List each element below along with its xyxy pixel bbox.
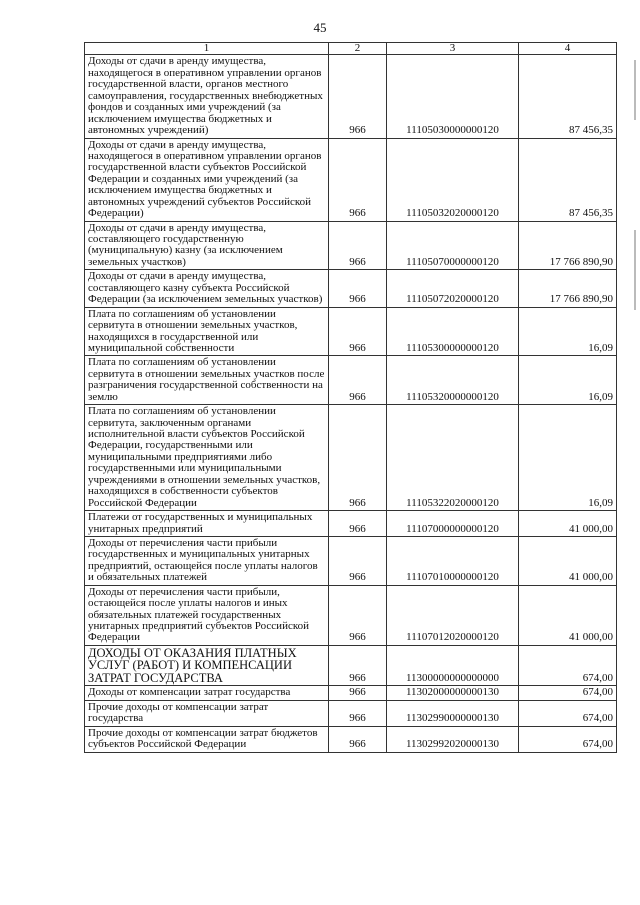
table-row — [85, 645, 617, 686]
cell-budget-code: 11105070000000120 — [387, 221, 519, 270]
table-row — [85, 511, 617, 537]
cell-amount: 17 766 890,90 — [519, 221, 617, 270]
cell-budget-code: 11107010000000120 — [387, 536, 519, 585]
cell-name: Прочие доходы от компенсации затрат государства — [85, 700, 329, 726]
cell-amount: 674,00 — [519, 700, 617, 726]
cell-amount: 41 000,00 — [519, 536, 617, 585]
page-number: 45 — [313, 20, 327, 35]
cell-admin-code: 966 — [329, 686, 387, 700]
cell-admin-code: 966 — [329, 645, 387, 686]
table-row — [85, 700, 617, 726]
cell-admin-code: 966 — [329, 55, 387, 138]
cell-budget-code: 11105030000000120 — [387, 55, 519, 138]
table-row — [85, 585, 617, 645]
column-number-row — [85, 43, 617, 55]
cell-amount: 87 456,35 — [519, 138, 617, 221]
cell-name: Плата по соглашениям об установлении сервитута в отношении земельных участков, находящихся в государственной или муниципальной собственности — [85, 307, 329, 356]
cell-name: Доходы от перечисления части прибыли государственных и муниципальных унитарных предприятий, остающейся после уплаты налогов и обязательных платежей — [85, 536, 329, 585]
cell-amount: 16,09 — [519, 307, 617, 356]
cell-budget-code: 11302990000000130 — [387, 700, 519, 726]
revenue-table — [84, 42, 617, 753]
cell-name: Доходы от сдачи в аренду имущества, составляющего казну субъекта Российской Федерации (за исключением земельных участков) — [85, 270, 329, 307]
cell-admin-code: 966 — [329, 511, 387, 537]
table-row — [85, 686, 617, 700]
table-row — [85, 356, 617, 405]
cell-admin-code: 966 — [329, 356, 387, 405]
cell-amount: 674,00 — [519, 726, 617, 752]
cell-admin-code: 966 — [329, 536, 387, 585]
cell-name: Доходы от сдачи в аренду имущества, находящегося в оперативном управлении органов государственной власти, органов местного самоуправления, государственных внебюджетных фондов и созданных ими учреждений (за исключением имущества бюджетных и автономных учреждений) — [85, 55, 329, 138]
cell-name: Платежи от государственных и муниципальных унитарных предприятий — [85, 511, 329, 537]
cell-budget-code: 11300000000000000 — [387, 645, 519, 686]
table-row — [85, 726, 617, 752]
table-row — [85, 307, 617, 356]
cell-budget-code: 11105072020000120 — [387, 270, 519, 307]
cell-name: Доходы от сдачи в аренду имущества, находящегося в оперативном управлении органов государственной власти субъектов Российской Федерации и созданных ими учреждений (за исключением имущества бюджетных и автономных учреждений субъектов Российской Федерации) — [85, 138, 329, 221]
cell-budget-code: 11107012020000120 — [387, 585, 519, 645]
cell-budget-code: 11105322020000120 — [387, 405, 519, 511]
scan-edge-mark — [634, 60, 636, 120]
column-number-code: 3 — [387, 43, 519, 55]
cell-admin-code: 966 — [329, 307, 387, 356]
table-row — [85, 536, 617, 585]
cell-amount: 16,09 — [519, 405, 617, 511]
cell-admin-code: 966 — [329, 405, 387, 511]
cell-budget-code: 11105320000000120 — [387, 356, 519, 405]
cell-admin-code: 966 — [329, 221, 387, 270]
cell-name: Доходы от сдачи в аренду имущества, составляющего государственную (муниципальную) казну (за исключением земельных участков) — [85, 221, 329, 270]
table-row — [85, 221, 617, 270]
cell-amount: 16,09 — [519, 356, 617, 405]
cell-name: Прочие доходы от компенсации затрат бюджетов субъектов Российской Федерации — [85, 726, 329, 752]
cell-admin-code: 966 — [329, 700, 387, 726]
cell-amount: 17 766 890,90 — [519, 270, 617, 307]
table-row — [85, 270, 617, 307]
cell-name: Доходы от компенсации затрат государства — [85, 686, 329, 700]
cell-name: Доходы от перечисления части прибыли, остающейся после уплаты налогов и иных обязательных платежей государственных унитарных предприятий субъектов Российской Федерации — [85, 585, 329, 645]
table-row — [85, 405, 617, 511]
cell-budget-code: 11302992020000130 — [387, 726, 519, 752]
cell-budget-code: 11105300000000120 — [387, 307, 519, 356]
column-number-name: 1 — [85, 43, 329, 55]
cell-amount: 674,00 — [519, 645, 617, 686]
table-row — [85, 138, 617, 221]
table-row — [85, 55, 617, 138]
cell-admin-code: 966 — [329, 726, 387, 752]
cell-name: ДОХОДЫ ОТ ОКАЗАНИЯ ПЛАТНЫХ УСЛУГ (РАБОТ) И КОМПЕНСАЦИИ ЗАТРАТ ГОСУДАРСТВА — [85, 645, 329, 686]
cell-name: Плата по соглашениям об установлении сервитута, заключенным органами исполнительной власти субъектов Российской Федерации, государственными или муниципальными предприятиями либо государственными или муниципальными учреждениями в отношении земельных участков, находящихся в собственности субъектов Российской Федерации — [85, 405, 329, 511]
cell-amount: 41 000,00 — [519, 511, 617, 537]
cell-amount: 41 000,00 — [519, 585, 617, 645]
cell-admin-code: 966 — [329, 585, 387, 645]
cell-admin-code: 966 — [329, 270, 387, 307]
table-body — [85, 55, 617, 752]
column-number-admin: 2 — [329, 43, 387, 55]
cell-budget-code: 11107000000000120 — [387, 511, 519, 537]
cell-budget-code: 11105032020000120 — [387, 138, 519, 221]
cell-name: Плата по соглашениям об установлении сервитута в отношении земельных участков после разграничения государственной собственности на землю — [85, 356, 329, 405]
cell-amount: 87 456,35 — [519, 55, 617, 138]
cell-amount: 674,00 — [519, 686, 617, 700]
cell-admin-code: 966 — [329, 138, 387, 221]
column-number-sum: 4 — [519, 43, 617, 55]
cell-budget-code: 11302000000000130 — [387, 686, 519, 700]
scan-edge-mark — [634, 230, 636, 310]
